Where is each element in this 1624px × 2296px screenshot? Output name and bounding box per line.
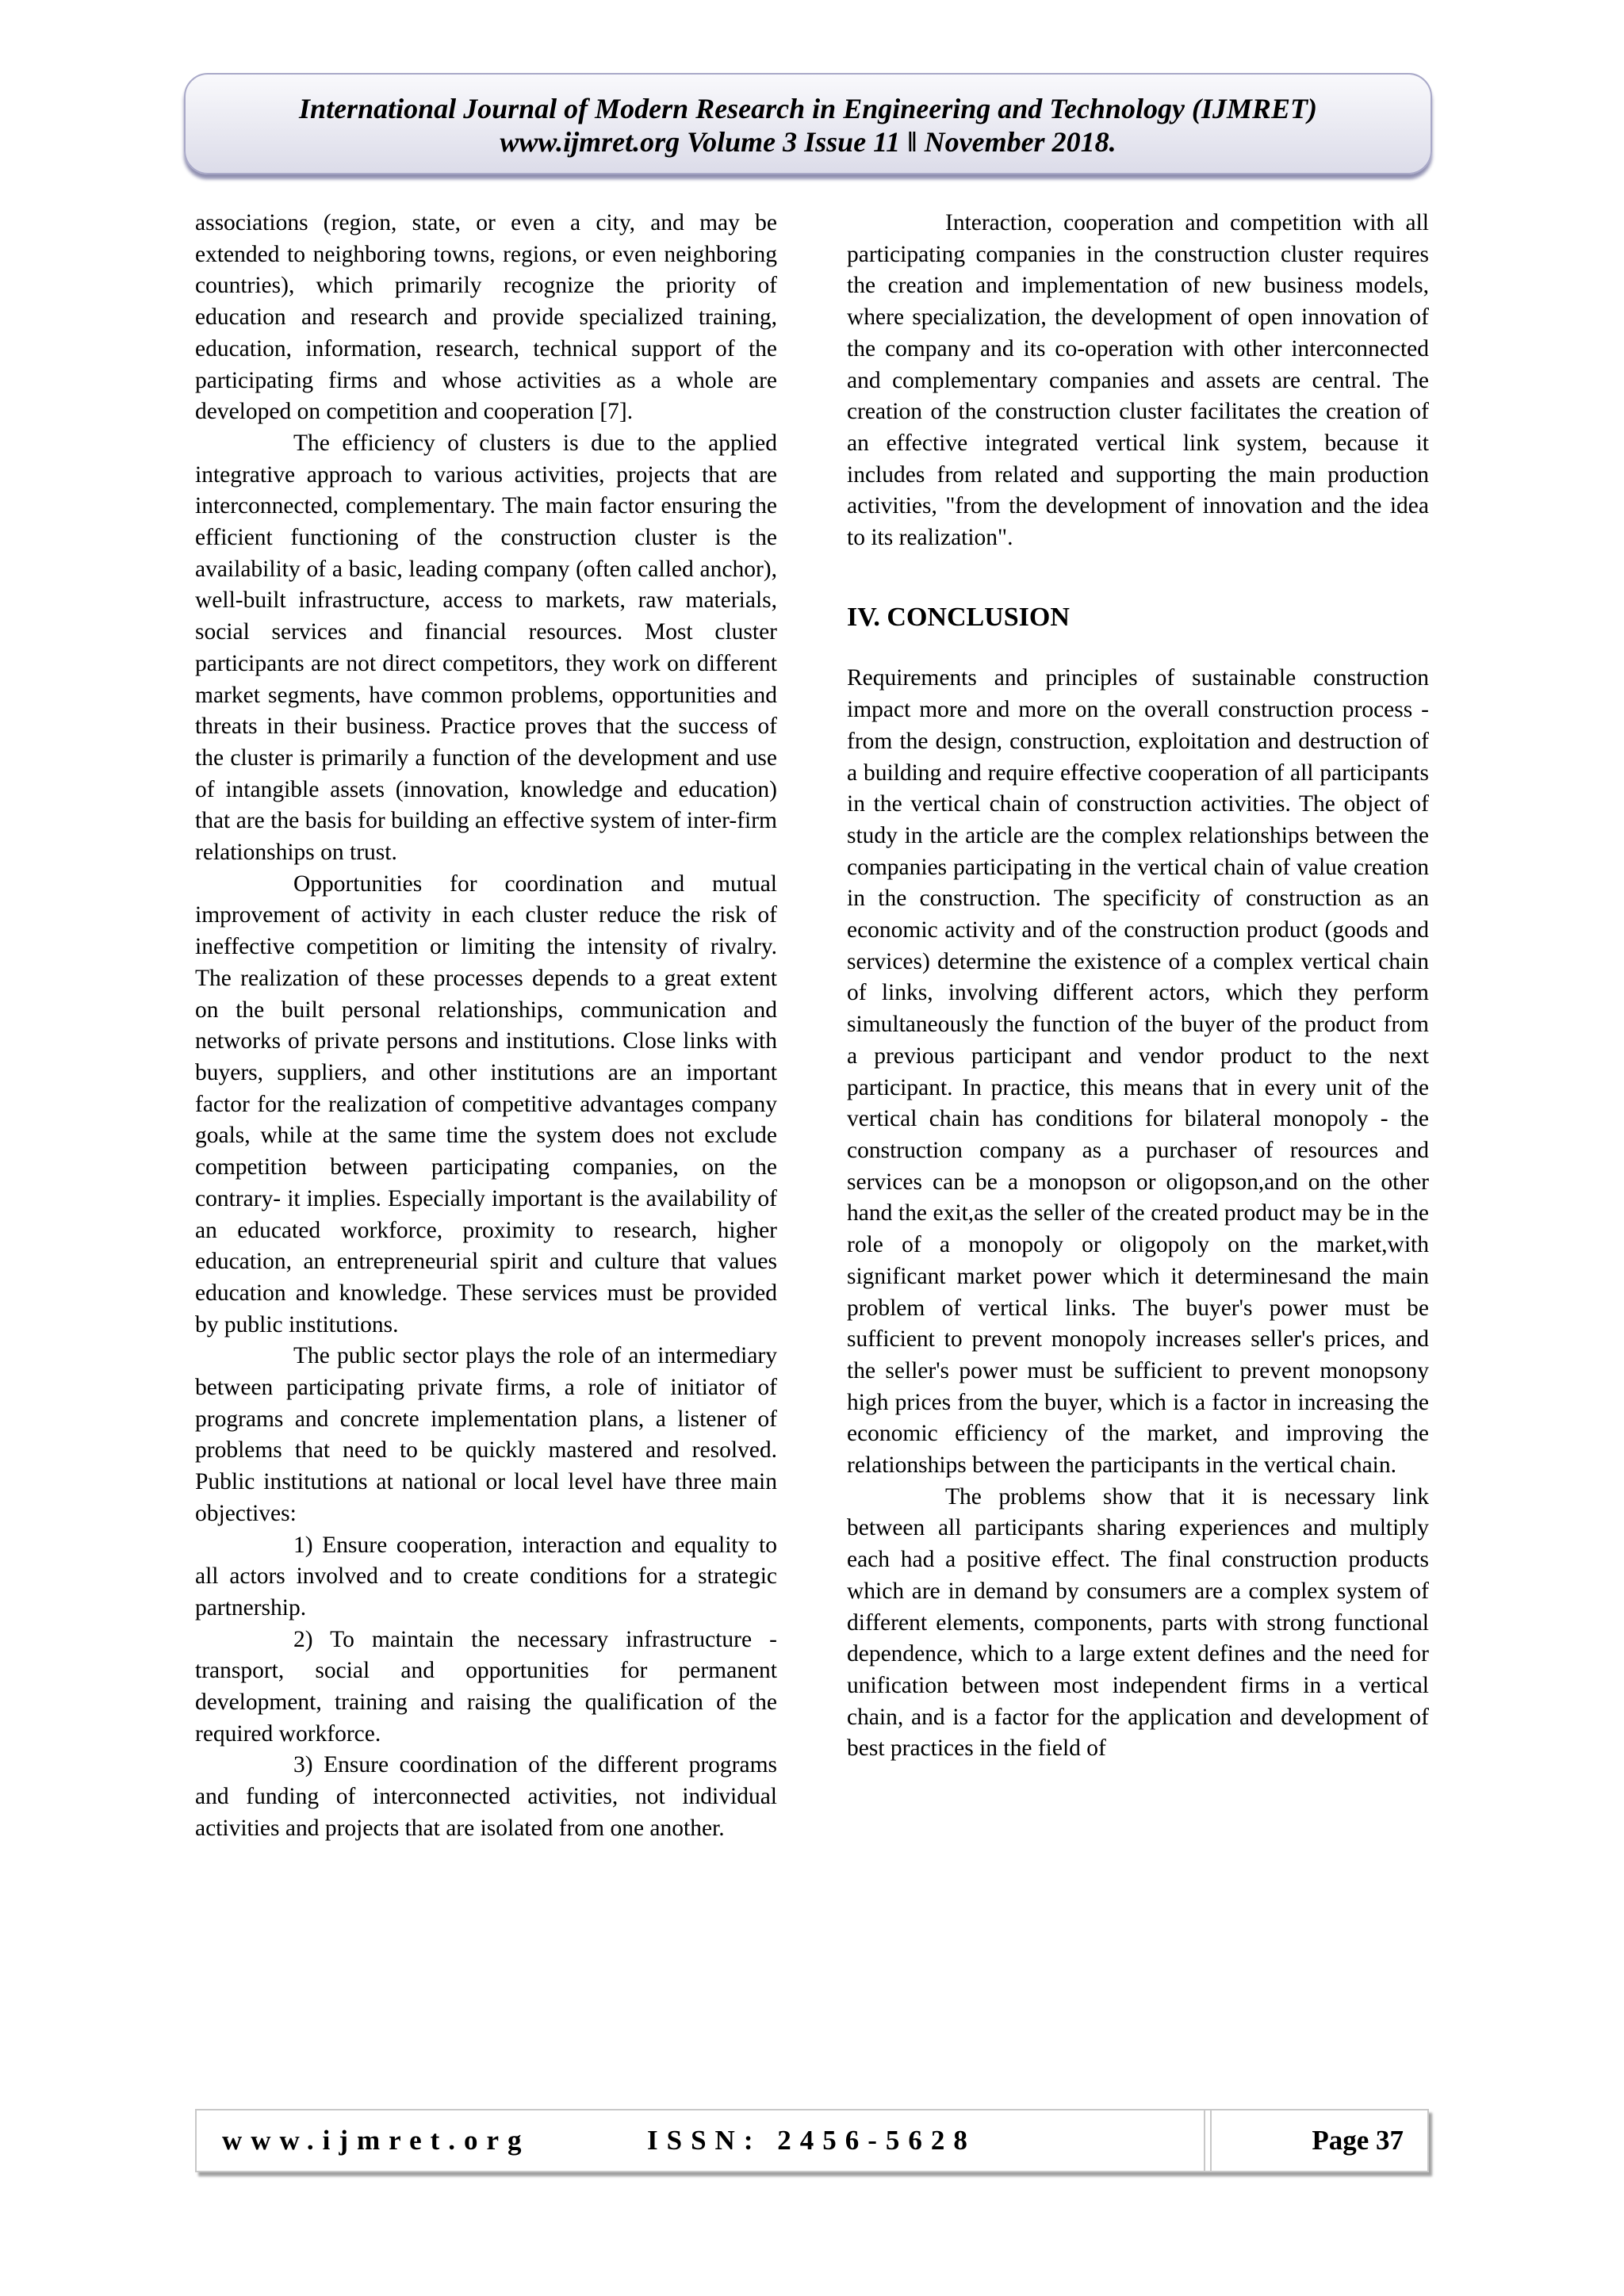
paragraph: Requirements and principles of sustainable construction impact more and more on the overall construction process -from the design, construction, exploitation and destruction of a building and require effective cooperation of all participants in the vertical chain of construction activities. The object of study in the article are the complex relationships between the companies participating in the vertical chain of value creation in the construction. The specificity of construction as an economic activity and of the construction product (goods and services) determine the existence of a complex vertical chain of links, involving different actors, which they perform simultaneously the function of the buyer of the product from a previous participant and vendor product to the next participant. In practice, this means that in every unit of the vertical chain has conditions for bilateral monopoly - the construction company as a purchaser of resources and services can be a monopson or oligopson,and on the other hand the exit,as the seller of the created product may be in the role of a monopoly or oligopoly on the market,with significant market power which it determinesand the main problem of vertical links. The buyer's power must be sufficient to prevent monopoly increases seller's prices, and the seller's power must be sufficient to prevent monopsony high prices from the buyer, which is a factor in increasing the economic efficiency of the market, and improving the relationships between the participants in the vertical chain. xyxy=(847,665,1429,1479)
left-column xyxy=(195,208,777,1845)
journal-header xyxy=(184,73,1432,174)
page-footer xyxy=(195,2109,1429,2172)
paragraph: The efficiency of clusters is due to the applied integrative approach to various activities, projects that are interconnected, complementary. The main factor ensuring the efficient functioning of the construction cluster is the availability of a basic, leading company (often called anchor), well-built infrastructure, access to markets, raw materials, social services and financial resources. Most cluster participants are not direct competitors, they work on different market segments, have common problems, opportunities and threats in their business. Practice proves that the success of the cluster is primarily a function of the development and use of intangible assets (innovation, knowledge and education) that are the basis for building an effective system of inter-firm relationships on trust. xyxy=(195,430,777,866)
paragraph: The public sector plays the role of an intermediary between participating private firms, a role of initiator of programs and concrete implementation plans, a listener of problems that need to be quickly mastered and resolved. Public institutions at national or local level have three main objectives: xyxy=(195,1343,777,1526)
journal-title: International Journal of Modern Research in Engineering and Technology (IJMRET) xyxy=(299,93,1317,124)
list-item: 3) Ensure coordination of the different programs and funding of interconnected activities, not individual activities and projects that are isolated from one another. xyxy=(195,1752,777,1841)
list-item: 1) Ensure cooperation, interaction and equality to all actors involved and to create conditions for a strategic partnership. xyxy=(195,1532,777,1621)
footer-url: www.ijmret.org xyxy=(222,2125,530,2156)
right-column xyxy=(847,208,1429,1765)
paragraph: The problems show that it is necessary link between all participants sharing experiences and multiply each had a positive effect. The final construction products which are in demand by consumers are a complex system of different elements, components, parts with strong functional dependence, which to a large extent defines and the need for unification between most independent firms in a vertical chain, and is a factor for the application and development of best practices in the field of xyxy=(847,1483,1429,1762)
page-number: Page 37 xyxy=(1312,2125,1404,2156)
paragraph: associations (region, state, or even a city, and may be extended to neighboring towns, regions, or even neighboring countries), which primarily recognize the priority of education and research and provide specialized training, education, information, research, technical support of the participating firms and whose activities as a whole are developed on competition and cooperation [7]. xyxy=(195,210,777,425)
paragraph: Opportunities for coordination and mutual improvement of activity in each cluster reduce the risk of ineffective competition or limiting the intensity of rivalry. The realization of these processes depends to a great extent on the built personal relationships, communication and networks of private persons and institutions. Close links with buyers, suppliers, and other institutions are an important factor for the realization of competitive advantages company goals, while at the same time the system does not exclude competition between participating companies, on the contrary- it implies. Especially important is the availability of an educated workforce, proximity to research, higher education, an entrepreneurial spirit and culture that values education and knowledge. These services must be provided by public institutions. xyxy=(195,871,777,1337)
footer-divider xyxy=(1204,2110,1212,2171)
section-heading: IV. CONCLUSION xyxy=(847,602,1070,632)
list-item: 2) To maintain the necessary infrastructure - transport, social and opportunities for permanent development, training and raising the qualification of the required workforce. xyxy=(195,1626,777,1747)
journal-issue: www.ijmret.org Volume 3 Issue 11 ǁ November 2018. xyxy=(500,126,1116,158)
footer-issn: ISSN: 2456-5628 xyxy=(647,2125,976,2156)
paragraph: Interaction, cooperation and competition with all participating companies in the construction cluster requires the creation and implementation of new business models, where specialization, the development of open innovation of the company and its co-operation with other interconnected and complementary companies and assets are central. The creation of the construction cluster facilitates the creation of an effective integrated vertical link system, because it includes from related and supporting the main production activities, "from the development of innovation and the idea to its realization". xyxy=(847,210,1429,551)
